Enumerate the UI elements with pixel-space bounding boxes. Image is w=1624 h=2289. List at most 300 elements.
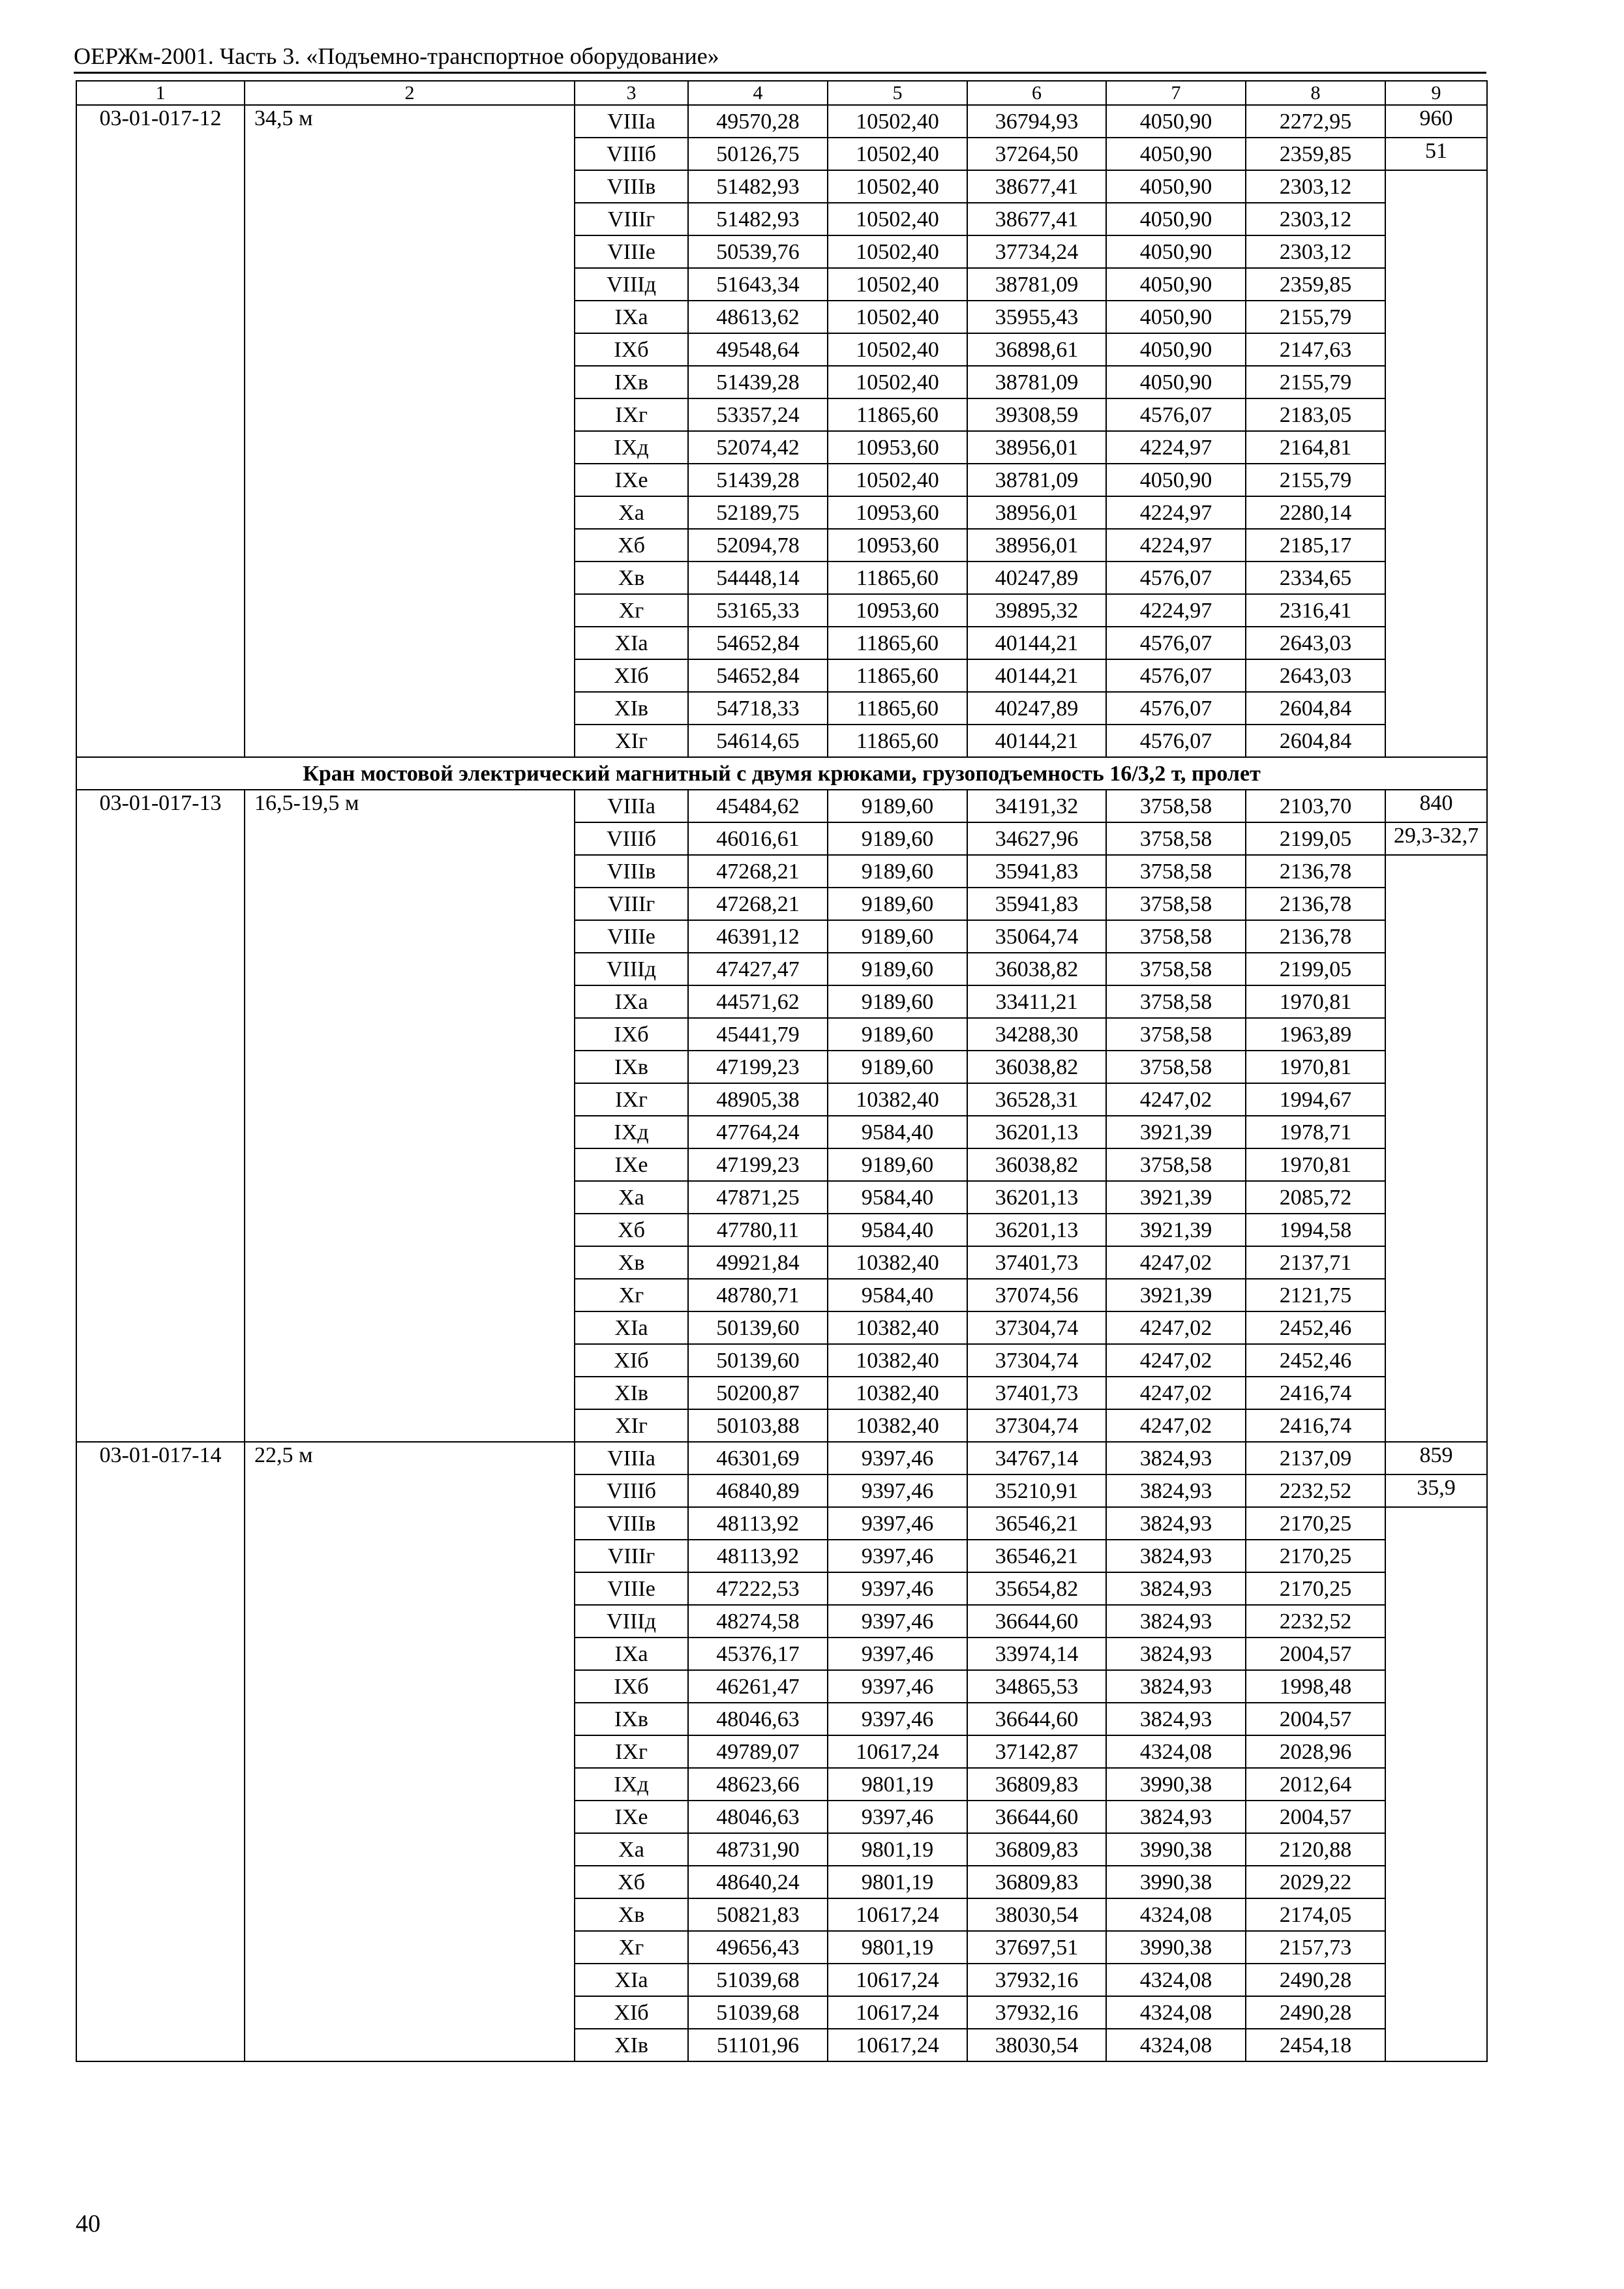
column-number: 4 — [688, 81, 828, 105]
category-cell: IXд — [575, 1768, 688, 1801]
category-cell: VIIIб — [575, 138, 688, 170]
value-cell: 11865,60 — [828, 561, 967, 594]
value-cell: 38677,41 — [967, 203, 1106, 235]
value-cell: 47222,53 — [688, 1572, 828, 1605]
value-cell: 2121,75 — [1246, 1279, 1385, 1311]
value-cell: 3990,38 — [1106, 1931, 1246, 1964]
value-cell: 36201,13 — [967, 1116, 1106, 1148]
value-cell: 37401,73 — [967, 1246, 1106, 1279]
category-cell: IXа — [575, 1638, 688, 1670]
value-cell: 38677,41 — [967, 170, 1106, 203]
value-cell: 9397,46 — [828, 1801, 967, 1833]
value-cell: 36038,82 — [967, 953, 1106, 985]
value-cell: 2416,74 — [1246, 1377, 1385, 1409]
value-cell: 4050,90 — [1106, 366, 1246, 398]
value-cell: 2147,63 — [1246, 333, 1385, 366]
category-cell: IXг — [575, 1735, 688, 1768]
value-cell: 4050,90 — [1106, 333, 1246, 366]
value-cell: 2136,78 — [1246, 920, 1385, 953]
category-cell: IXе — [575, 464, 688, 496]
page-number: 40 — [76, 2210, 100, 2237]
value-cell: 9397,46 — [828, 1572, 967, 1605]
value-cell: 9397,46 — [828, 1605, 967, 1638]
value-cell: 47199,23 — [688, 1148, 828, 1181]
value-cell: 34865,53 — [967, 1670, 1106, 1703]
value-cell: 47199,23 — [688, 1051, 828, 1083]
value-cell: 2157,73 — [1246, 1931, 1385, 1964]
value-cell: 37401,73 — [967, 1377, 1106, 1409]
value-cell: 36809,83 — [967, 1866, 1106, 1898]
value-cell: 1994,58 — [1246, 1214, 1385, 1246]
value-cell: 47764,24 — [688, 1116, 828, 1148]
value-cell: 2416,74 — [1246, 1409, 1385, 1442]
value-cell: 2136,78 — [1246, 855, 1385, 888]
value-cell: 2170,25 — [1246, 1540, 1385, 1572]
value-cell: 48905,38 — [688, 1083, 828, 1116]
value-cell: 48731,90 — [688, 1833, 828, 1866]
value-cell: 4224,97 — [1106, 594, 1246, 627]
value-cell: 3824,93 — [1106, 1638, 1246, 1670]
category-cell: Xг — [575, 1931, 688, 1964]
value-cell: 2232,52 — [1246, 1474, 1385, 1507]
value-cell: 2199,05 — [1246, 822, 1385, 855]
category-cell: Xв — [575, 1898, 688, 1931]
value-cell: 10502,40 — [828, 235, 967, 268]
value-cell: 10953,60 — [828, 594, 967, 627]
value-cell: 2452,46 — [1246, 1311, 1385, 1344]
col9-empty — [1385, 855, 1487, 1442]
value-cell: 2137,09 — [1246, 1442, 1385, 1474]
value-cell: 3758,58 — [1106, 985, 1246, 1018]
value-cell: 2004,57 — [1246, 1638, 1385, 1670]
category-cell: VIIIд — [575, 1605, 688, 1638]
value-cell: 4224,97 — [1106, 529, 1246, 561]
category-cell: VIIIг — [575, 888, 688, 920]
value-cell: 33411,21 — [967, 985, 1106, 1018]
category-cell: VIIIе — [575, 920, 688, 953]
value-cell: 35654,82 — [967, 1572, 1106, 1605]
value-cell: 51482,93 — [688, 170, 828, 203]
category-cell: Xа — [575, 496, 688, 529]
value-cell: 46016,61 — [688, 822, 828, 855]
category-cell: IXг — [575, 1083, 688, 1116]
value-cell: 11865,60 — [828, 398, 967, 431]
category-cell: XIб — [575, 659, 688, 692]
column-number: 1 — [76, 81, 245, 105]
category-cell: VIIIб — [575, 1474, 688, 1507]
column-number: 2 — [245, 81, 575, 105]
value-cell: 51039,68 — [688, 1964, 828, 1996]
value-cell: 3824,93 — [1106, 1474, 1246, 1507]
value-cell: 46261,47 — [688, 1670, 828, 1703]
value-cell: 4247,02 — [1106, 1083, 1246, 1116]
value-cell: 54614,65 — [688, 725, 828, 757]
value-cell: 36644,60 — [967, 1605, 1106, 1638]
value-cell: 38781,09 — [967, 366, 1106, 398]
value-cell: 10502,40 — [828, 333, 967, 366]
value-cell: 9801,19 — [828, 1833, 967, 1866]
column-number: 9 — [1385, 81, 1487, 105]
value-cell: 3758,58 — [1106, 1018, 1246, 1051]
column-numbers-row — [76, 81, 1487, 105]
value-cell: 2170,25 — [1246, 1507, 1385, 1540]
value-cell: 9801,19 — [828, 1931, 967, 1964]
category-cell: XIв — [575, 2029, 688, 2061]
value-cell: 37264,50 — [967, 138, 1106, 170]
category-cell: XIа — [575, 1964, 688, 1996]
value-cell: 3758,58 — [1106, 888, 1246, 920]
value-cell: 52074,42 — [688, 431, 828, 464]
value-cell: 54652,84 — [688, 659, 828, 692]
value-cell: 35064,74 — [967, 920, 1106, 953]
value-cell: 10382,40 — [828, 1311, 967, 1344]
category-cell: IXа — [575, 301, 688, 333]
value-cell: 50821,83 — [688, 1898, 828, 1931]
value-cell: 3921,39 — [1106, 1279, 1246, 1311]
value-cell: 4324,08 — [1106, 1964, 1246, 1996]
value-cell: 4050,90 — [1106, 105, 1246, 138]
value-cell: 3824,93 — [1106, 1507, 1246, 1540]
value-cell: 36201,13 — [967, 1181, 1106, 1214]
value-cell: 4050,90 — [1106, 170, 1246, 203]
col9-value: 29,3-32,7 — [1385, 822, 1487, 855]
category-cell: IXб — [575, 1670, 688, 1703]
category-cell: IXб — [575, 1018, 688, 1051]
value-cell: 3758,58 — [1106, 920, 1246, 953]
value-cell: 37932,16 — [967, 1996, 1106, 2029]
category-cell: Xг — [575, 1279, 688, 1311]
value-cell: 44571,62 — [688, 985, 828, 1018]
value-cell: 10953,60 — [828, 529, 967, 561]
category-cell: IXд — [575, 431, 688, 464]
category-cell: IXа — [575, 985, 688, 1018]
value-cell: 3824,93 — [1106, 1801, 1246, 1833]
category-cell: Xб — [575, 1866, 688, 1898]
value-cell: 1994,67 — [1246, 1083, 1385, 1116]
value-cell: 10502,40 — [828, 138, 967, 170]
value-cell: 51039,68 — [688, 1996, 828, 2029]
category-cell: IXв — [575, 1051, 688, 1083]
crane-span: 16,5-19,5 м — [245, 790, 575, 1442]
category-cell: XIг — [575, 1409, 688, 1442]
value-cell: 40144,21 — [967, 627, 1106, 659]
crane-span: 34,5 м — [245, 105, 575, 757]
value-cell: 54718,33 — [688, 692, 828, 725]
value-cell: 49921,84 — [688, 1246, 828, 1279]
value-cell: 9189,60 — [828, 888, 967, 920]
value-cell: 10617,24 — [828, 1964, 967, 1996]
value-cell: 49789,07 — [688, 1735, 828, 1768]
value-cell: 35941,83 — [967, 855, 1106, 888]
value-cell: 38956,01 — [967, 496, 1106, 529]
value-cell: 48780,71 — [688, 1279, 828, 1311]
col9-empty — [1385, 170, 1487, 757]
value-cell: 40247,89 — [967, 561, 1106, 594]
value-cell: 4050,90 — [1106, 138, 1246, 170]
value-cell: 10382,40 — [828, 1246, 967, 1279]
column-number: 7 — [1106, 81, 1246, 105]
col9-value: 51 — [1385, 138, 1487, 170]
category-cell: VIIIа — [575, 1442, 688, 1474]
value-cell: 37074,56 — [967, 1279, 1106, 1311]
value-cell: 47427,47 — [688, 953, 828, 985]
value-cell: 46301,69 — [688, 1442, 828, 1474]
value-cell: 2359,85 — [1246, 138, 1385, 170]
value-cell: 45376,17 — [688, 1638, 828, 1670]
value-cell: 9189,60 — [828, 953, 967, 985]
value-cell: 9801,19 — [828, 1768, 967, 1801]
value-cell: 36809,83 — [967, 1833, 1106, 1866]
value-cell: 38956,01 — [967, 529, 1106, 561]
value-cell: 47780,11 — [688, 1214, 828, 1246]
value-cell: 46391,12 — [688, 920, 828, 953]
value-cell: 49656,43 — [688, 1931, 828, 1964]
value-cell: 10502,40 — [828, 301, 967, 333]
value-cell: 4576,07 — [1106, 659, 1246, 692]
section-title: Кран мостовой электрический магнитный с двумя крюками, грузоподъемность 16/3,2 т, пролет — [76, 757, 1487, 790]
value-cell: 3758,58 — [1106, 953, 1246, 985]
value-cell: 3824,93 — [1106, 1572, 1246, 1605]
rate-code: 03-01-017-14 — [76, 1442, 245, 2061]
value-cell: 1963,89 — [1246, 1018, 1385, 1051]
category-cell: VIIIв — [575, 170, 688, 203]
value-cell: 4324,08 — [1106, 1735, 1246, 1768]
value-cell: 37697,51 — [967, 1931, 1106, 1964]
category-cell: Xа — [575, 1181, 688, 1214]
value-cell: 36546,21 — [967, 1507, 1106, 1540]
value-cell: 2103,70 — [1246, 790, 1385, 822]
value-cell: 50103,88 — [688, 1409, 828, 1442]
category-cell: IXв — [575, 366, 688, 398]
value-cell: 2174,05 — [1246, 1898, 1385, 1931]
category-cell: VIIIг — [575, 1540, 688, 1572]
value-cell: 2490,28 — [1246, 1964, 1385, 1996]
value-cell: 38030,54 — [967, 2029, 1106, 2061]
value-cell: 2183,05 — [1246, 398, 1385, 431]
value-cell: 51482,93 — [688, 203, 828, 235]
value-cell: 10382,40 — [828, 1377, 967, 1409]
value-cell: 51439,28 — [688, 464, 828, 496]
value-cell: 3990,38 — [1106, 1866, 1246, 1898]
value-cell: 3758,58 — [1106, 855, 1246, 888]
category-cell: Xв — [575, 1246, 688, 1279]
value-cell: 50139,60 — [688, 1311, 828, 1344]
value-cell: 36038,82 — [967, 1148, 1106, 1181]
category-cell: XIб — [575, 1344, 688, 1377]
value-cell: 38956,01 — [967, 431, 1106, 464]
category-cell: VIIIв — [575, 1507, 688, 1540]
value-cell: 2280,14 — [1246, 496, 1385, 529]
value-cell: 48613,62 — [688, 301, 828, 333]
page-header: ОЕРЖм-2001. Часть 3. «Подъемно-транспортное оборудование» — [74, 43, 719, 69]
category-cell: IXб — [575, 333, 688, 366]
category-cell: VIIIа — [575, 105, 688, 138]
value-cell: 39895,32 — [967, 594, 1106, 627]
value-cell: 4324,08 — [1106, 1996, 1246, 2029]
value-cell: 3824,93 — [1106, 1670, 1246, 1703]
value-cell: 37304,74 — [967, 1409, 1106, 1442]
value-cell: 9397,46 — [828, 1540, 967, 1572]
value-cell: 2028,96 — [1246, 1735, 1385, 1768]
value-cell: 11865,60 — [828, 627, 967, 659]
value-cell: 9584,40 — [828, 1181, 967, 1214]
value-cell: 45484,62 — [688, 790, 828, 822]
value-cell: 4050,90 — [1106, 301, 1246, 333]
col9-value: 859 — [1385, 1442, 1487, 1474]
category-cell: VIIIд — [575, 268, 688, 301]
col9-value: 960 — [1385, 105, 1487, 138]
value-cell: 54448,14 — [688, 561, 828, 594]
value-cell: 36038,82 — [967, 1051, 1106, 1083]
header-rule — [74, 72, 1486, 74]
value-cell: 10617,24 — [828, 2029, 967, 2061]
value-cell: 10502,40 — [828, 464, 967, 496]
value-cell: 4247,02 — [1106, 1344, 1246, 1377]
value-cell: 36809,83 — [967, 1768, 1106, 1801]
value-cell: 3824,93 — [1106, 1605, 1246, 1638]
value-cell: 2004,57 — [1246, 1703, 1385, 1735]
value-cell: 9189,60 — [828, 855, 967, 888]
value-cell: 2155,79 — [1246, 366, 1385, 398]
value-cell: 36898,61 — [967, 333, 1106, 366]
value-cell: 2164,81 — [1246, 431, 1385, 464]
value-cell: 2604,84 — [1246, 725, 1385, 757]
value-cell: 4050,90 — [1106, 464, 1246, 496]
category-cell: XIв — [575, 692, 688, 725]
value-cell: 10617,24 — [828, 1898, 967, 1931]
value-cell: 36644,60 — [967, 1703, 1106, 1735]
value-cell: 4247,02 — [1106, 1409, 1246, 1442]
value-cell: 36528,31 — [967, 1083, 1106, 1116]
value-cell: 2012,64 — [1246, 1768, 1385, 1801]
value-cell: 9189,60 — [828, 920, 967, 953]
value-cell: 40144,21 — [967, 659, 1106, 692]
value-cell: 40144,21 — [967, 725, 1106, 757]
value-cell: 4576,07 — [1106, 561, 1246, 594]
value-cell: 2490,28 — [1246, 1996, 1385, 2029]
value-cell: 9584,40 — [828, 1279, 967, 1311]
value-cell: 4247,02 — [1106, 1311, 1246, 1344]
value-cell: 1970,81 — [1246, 1148, 1385, 1181]
value-cell: 48046,63 — [688, 1801, 828, 1833]
value-cell: 10953,60 — [828, 431, 967, 464]
value-cell: 33974,14 — [967, 1638, 1106, 1670]
value-cell: 39308,59 — [967, 398, 1106, 431]
value-cell: 9189,60 — [828, 1018, 967, 1051]
value-cell: 36546,21 — [967, 1540, 1106, 1572]
value-cell: 4324,08 — [1106, 2029, 1246, 2061]
value-cell: 2136,78 — [1246, 888, 1385, 920]
category-cell: XIа — [575, 627, 688, 659]
value-cell: 4247,02 — [1106, 1377, 1246, 1409]
value-cell: 38030,54 — [967, 1898, 1106, 1931]
value-cell: 2155,79 — [1246, 464, 1385, 496]
category-cell: Xа — [575, 1833, 688, 1866]
value-cell: 36644,60 — [967, 1801, 1106, 1833]
value-cell: 11865,60 — [828, 659, 967, 692]
value-cell: 49548,64 — [688, 333, 828, 366]
category-cell: XIа — [575, 1311, 688, 1344]
value-cell: 2232,52 — [1246, 1605, 1385, 1638]
category-cell: VIIIг — [575, 203, 688, 235]
value-cell: 46840,89 — [688, 1474, 828, 1507]
value-cell: 2303,12 — [1246, 170, 1385, 203]
category-cell: XIб — [575, 1996, 688, 2029]
value-cell: 2643,03 — [1246, 627, 1385, 659]
column-number: 6 — [967, 81, 1106, 105]
value-cell: 4576,07 — [1106, 398, 1246, 431]
table-row — [76, 1442, 1487, 1474]
table-row — [76, 105, 1487, 138]
value-cell: 10617,24 — [828, 1735, 967, 1768]
category-cell: IXв — [575, 1703, 688, 1735]
value-cell: 9397,46 — [828, 1442, 967, 1474]
category-cell: IXе — [575, 1801, 688, 1833]
value-cell: 34627,96 — [967, 822, 1106, 855]
value-cell: 10502,40 — [828, 366, 967, 398]
value-cell: 3758,58 — [1106, 1051, 1246, 1083]
value-cell: 35941,83 — [967, 888, 1106, 920]
value-cell: 3824,93 — [1106, 1703, 1246, 1735]
value-cell: 2137,71 — [1246, 1246, 1385, 1279]
value-cell: 36201,13 — [967, 1214, 1106, 1246]
category-cell: IXд — [575, 1116, 688, 1148]
value-cell: 51439,28 — [688, 366, 828, 398]
value-cell: 52094,78 — [688, 529, 828, 561]
value-cell: 2303,12 — [1246, 203, 1385, 235]
column-number: 5 — [828, 81, 967, 105]
crane-span: 22,5 м — [245, 1442, 575, 2061]
value-cell: 9397,46 — [828, 1474, 967, 1507]
value-cell: 53165,33 — [688, 594, 828, 627]
rate-code: 03-01-017-12 — [76, 105, 245, 757]
value-cell: 10502,40 — [828, 268, 967, 301]
value-cell: 1970,81 — [1246, 985, 1385, 1018]
value-cell: 9397,46 — [828, 1703, 967, 1735]
value-cell: 4050,90 — [1106, 235, 1246, 268]
value-cell: 4324,08 — [1106, 1898, 1246, 1931]
value-cell: 3824,93 — [1106, 1540, 1246, 1572]
category-cell: VIIIа — [575, 790, 688, 822]
category-cell: Xб — [575, 1214, 688, 1246]
value-cell: 9584,40 — [828, 1116, 967, 1148]
value-cell: 45441,79 — [688, 1018, 828, 1051]
value-cell: 4224,97 — [1106, 496, 1246, 529]
value-cell: 11865,60 — [828, 725, 967, 757]
col9-value: 840 — [1385, 790, 1487, 822]
value-cell: 9397,46 — [828, 1638, 967, 1670]
value-cell: 2604,84 — [1246, 692, 1385, 725]
category-cell: XIв — [575, 1377, 688, 1409]
rates-table — [76, 80, 1488, 2062]
value-cell: 38781,09 — [967, 268, 1106, 301]
value-cell: 50539,76 — [688, 235, 828, 268]
value-cell: 48274,58 — [688, 1605, 828, 1638]
value-cell: 3990,38 — [1106, 1768, 1246, 1801]
value-cell: 2120,88 — [1246, 1833, 1385, 1866]
value-cell: 9189,60 — [828, 1148, 967, 1181]
value-cell: 4050,90 — [1106, 268, 1246, 301]
category-cell: IXг — [575, 398, 688, 431]
value-cell: 48640,24 — [688, 1866, 828, 1898]
value-cell: 3824,93 — [1106, 1442, 1246, 1474]
value-cell: 37142,87 — [967, 1735, 1106, 1768]
value-cell: 2303,12 — [1246, 235, 1385, 268]
value-cell: 34288,30 — [967, 1018, 1106, 1051]
value-cell: 2452,46 — [1246, 1344, 1385, 1377]
value-cell: 49570,28 — [688, 105, 828, 138]
value-cell: 2359,85 — [1246, 268, 1385, 301]
